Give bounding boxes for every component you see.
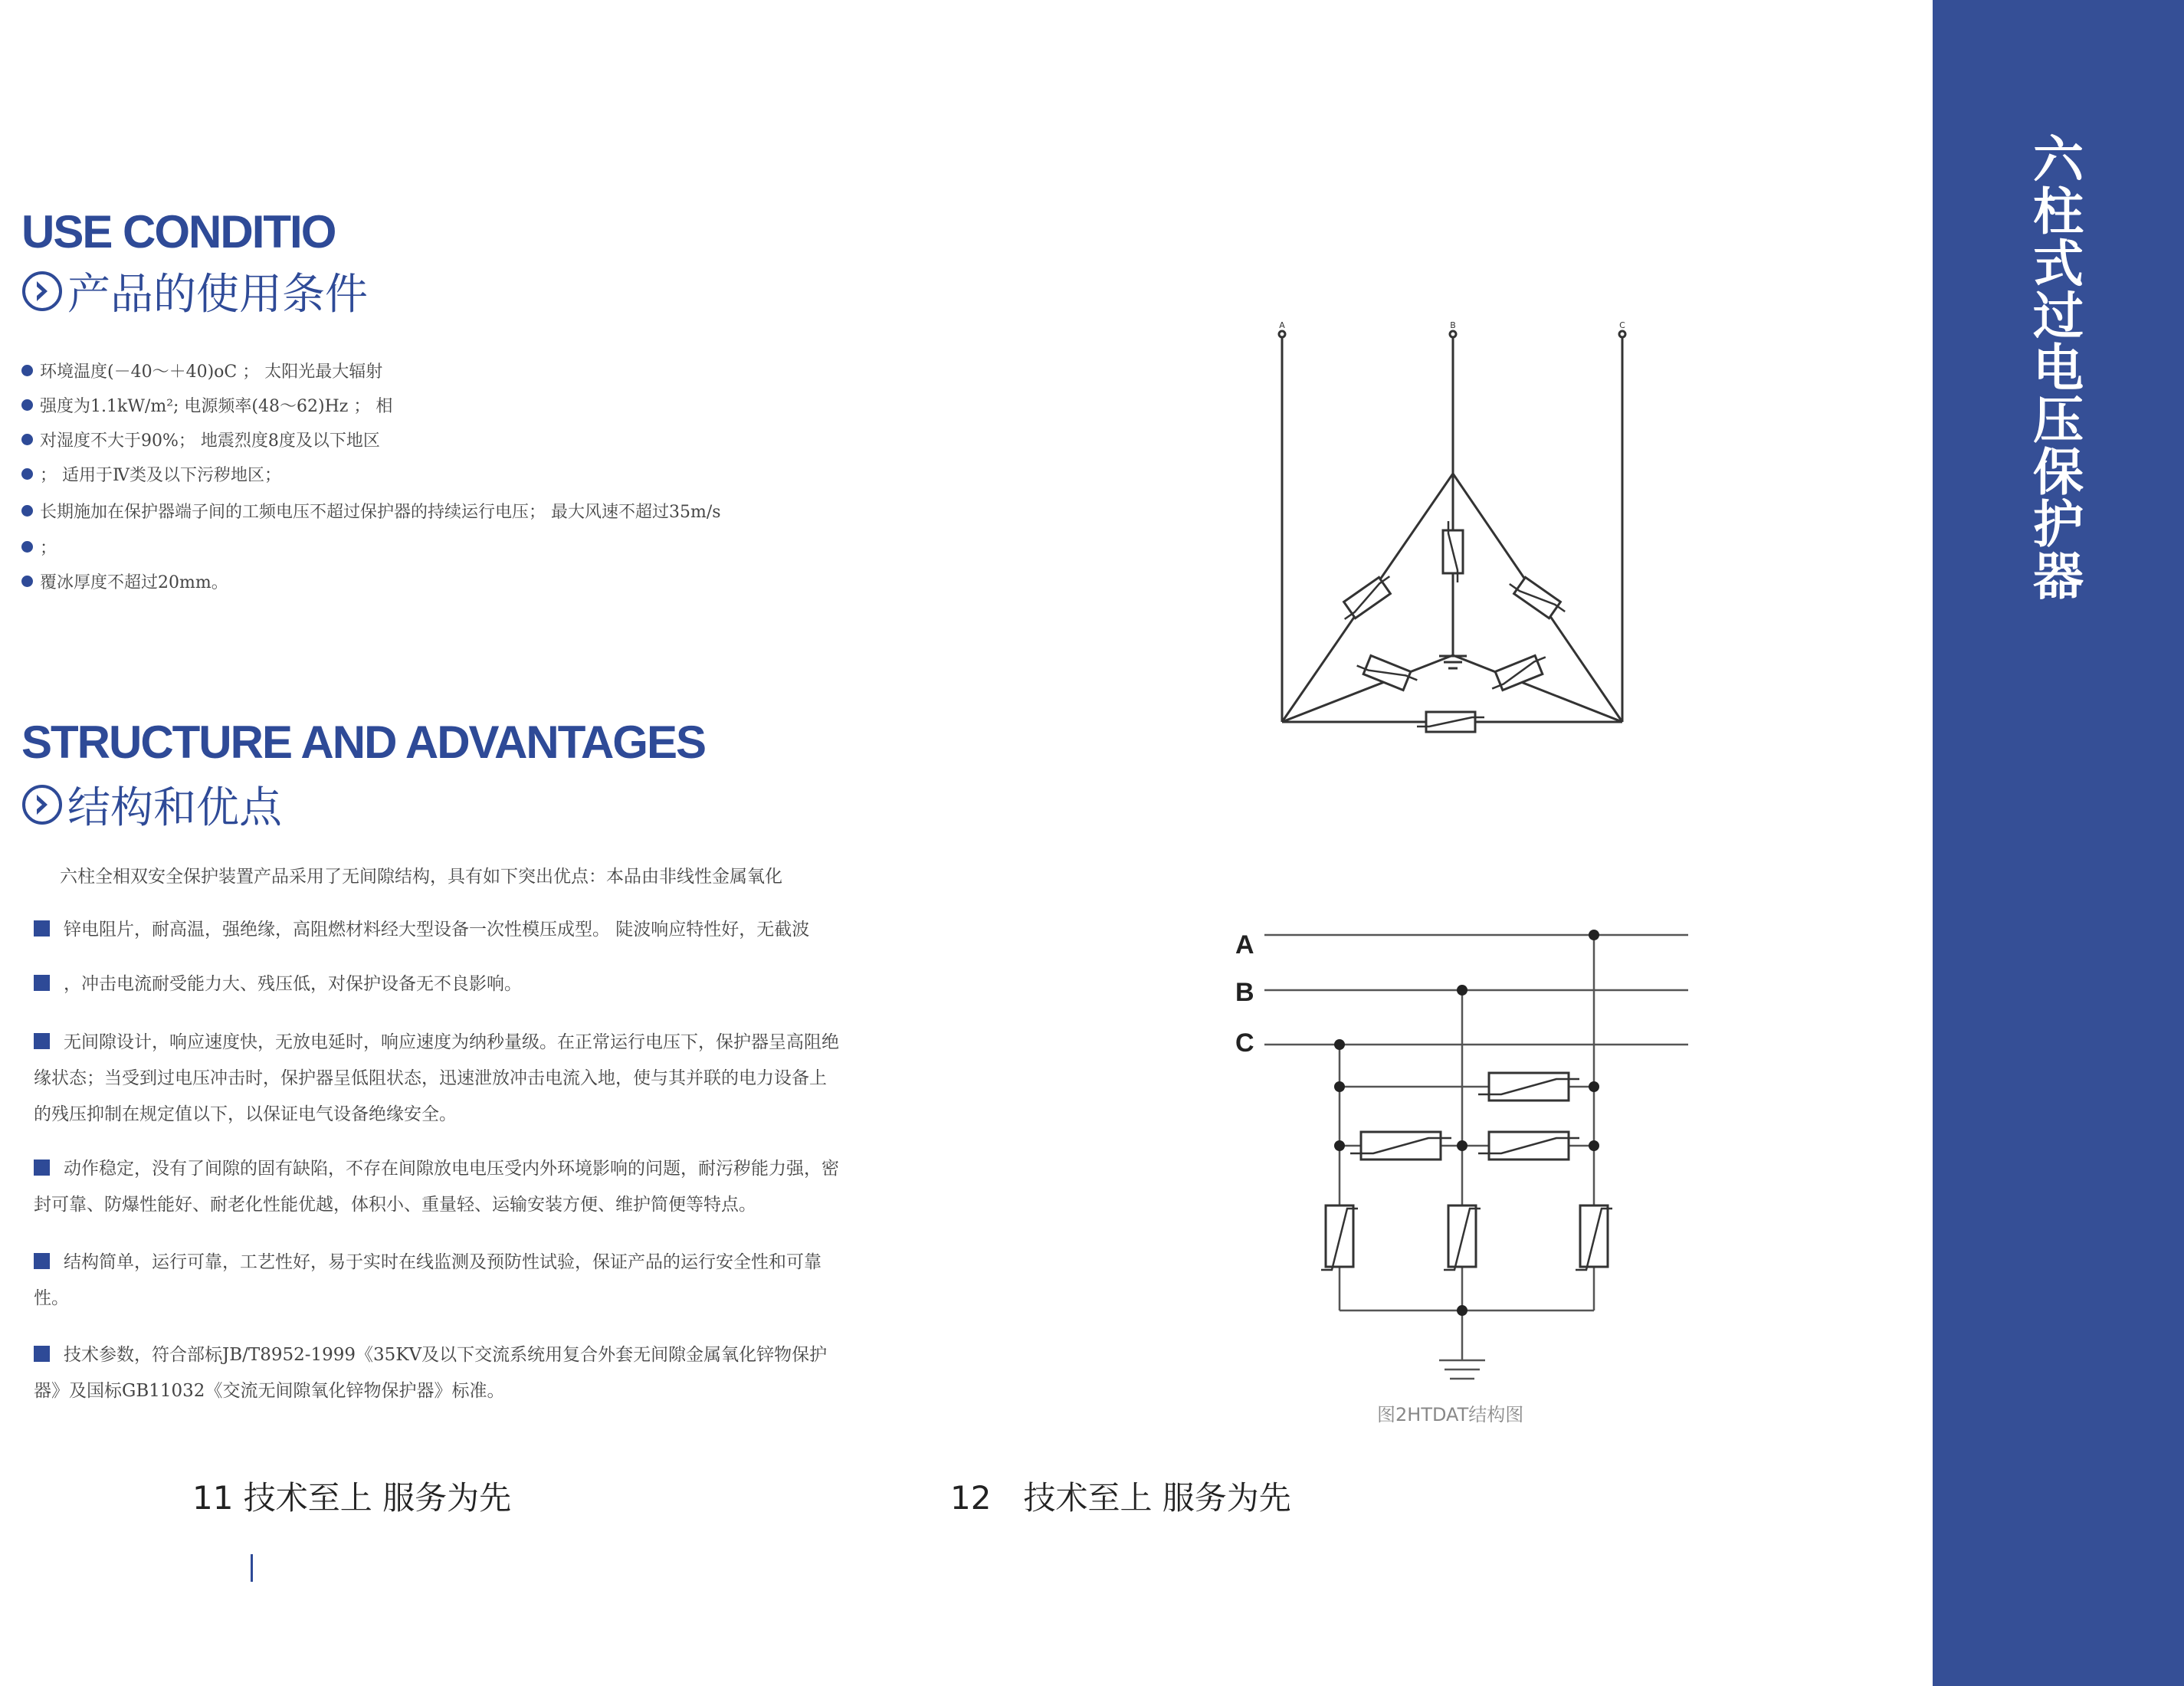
title-char: 压: [2033, 391, 2084, 450]
title-char: 式: [2033, 235, 2084, 294]
title-char: 电: [2033, 339, 2084, 398]
footer-left: 11 技术至上 服务为先: [192, 1479, 512, 1517]
use-conditions-heading-en: USE CONDITIO: [21, 206, 336, 257]
title-char: 器: [2033, 547, 2084, 606]
structure-heading-en: STRUCTURE AND ADVANTAGES: [21, 717, 705, 768]
bullet-square: [34, 1346, 50, 1362]
bullet-square: [34, 920, 50, 936]
bullet-dot: [21, 576, 33, 587]
condition-item: 强度为1.1kW/m²; 电源频率(48～62)Hz ； 相: [21, 393, 392, 417]
title-char: 护: [2033, 495, 2084, 554]
condition-item: 覆冰厚度不超过20mm。: [21, 569, 228, 593]
htdat-structure-diagram: [1218, 904, 1709, 1395]
bullet-square: [34, 1033, 50, 1049]
figure-caption: 图2HTDAT结构图: [1377, 1404, 1524, 1425]
terminal-label: B: [1450, 320, 1456, 330]
footer-right: 12 技术至上 服务为先: [950, 1479, 1291, 1517]
sidebar: [1933, 0, 2184, 1686]
phase-label: B: [1235, 978, 1254, 1007]
use-conditions-title: 产品的使用条件: [67, 270, 368, 320]
bullet-square: [34, 1160, 50, 1176]
bullet-dot: [21, 399, 33, 411]
terminal-label: A: [1279, 320, 1285, 330]
structure-heading-cn: [21, 774, 282, 835]
title-char: 六: [2033, 130, 2084, 189]
advantage-paragraph: 技术参数，符合部标JB/T8952-1999《35KV及以下交流系统用复合外套无间隙金属氧化锌物保护器》及国标GB11032《交流无间隙氧化锌物保护器》标准。: [34, 1345, 828, 1401]
phase-label: A: [1235, 930, 1254, 959]
title-char: 保: [2033, 443, 2084, 502]
advantage-paragraph: 无间隙设计，响应速度快，无放电延时，响应速度为纳秒量级。在正常运行电压下，保护器呈高阻绝缘状态；当受到过电压冲击时，保护器呈低阻状态，迅速泄放冲击电流入地，使与其并联的电力设备上的残压抑制在规定值以下，以保证电气设备绝缘安全。: [34, 1032, 839, 1124]
vertical-title: [1933, 130, 2184, 606]
condition-item: ；: [21, 535, 57, 559]
phase-label: C: [1235, 1028, 1254, 1058]
page-marker-bar: [251, 1554, 253, 1582]
terminal-label: C: [1619, 320, 1625, 330]
title-char: 过: [2033, 287, 2084, 346]
bullet-square: [34, 1253, 50, 1269]
chevron-circle-icon: [21, 271, 63, 312]
bullet-square: [34, 975, 50, 991]
condition-item: ； 适用于Ⅳ类及以下污秽地区；: [21, 462, 281, 486]
chevron-circle-icon: [21, 784, 63, 825]
bullet-dot: [21, 468, 33, 480]
condition-item: 对湿度不大于90%； 地震烈度8度及以下地区: [21, 428, 380, 451]
structure-title: 结构和优点: [67, 783, 282, 833]
condition-item: 长期施加在保护器端子间的工频电压不超过保护器的持续运行电压； 最大风速不超过35m/s: [21, 499, 721, 523]
advantage-paragraph: 动作稳定，没有了间隙的固有缺陷，不存在间隙放电电压受内外环境影响的问题，耐污秽能力强，密封可靠、防爆性能好、耐老化性能优越，体积小、重量轻、运输安装方便、维护简便等特点。: [34, 1159, 839, 1215]
structure-intro: 六柱全相双安全保护装置产品采用了无间隙结构，具有如下突出优点：本品由非线性金属氧化: [60, 867, 782, 887]
advantage-paragraph: 锌电阻片，耐高温，强绝缘，高阻燃材料经大型设备一次性模压成型。 陡波响应特性好，无截波: [34, 912, 842, 948]
triangle-arrester-diagram: [1257, 310, 1640, 747]
use-conditions-heading-cn: [21, 261, 368, 322]
bullet-dot: [21, 505, 33, 517]
bullet-dot: [21, 541, 33, 553]
bullet-dot: [21, 365, 33, 376]
title-char: 柱: [2033, 182, 2084, 241]
bullet-dot: [21, 434, 33, 445]
condition-item: 环境温度(－40～＋40)oC ； 太阳光最大辐射: [21, 359, 382, 382]
advantage-paragraph: ，冲击电流耐受能力大、残压低，对保护设备无不良影响。: [34, 966, 842, 1002]
advantage-paragraph: 结构简单，运行可靠，工艺性好，易于实时在线监测及预防性试验，保证产品的运行安全性和可靠性。: [34, 1252, 821, 1308]
